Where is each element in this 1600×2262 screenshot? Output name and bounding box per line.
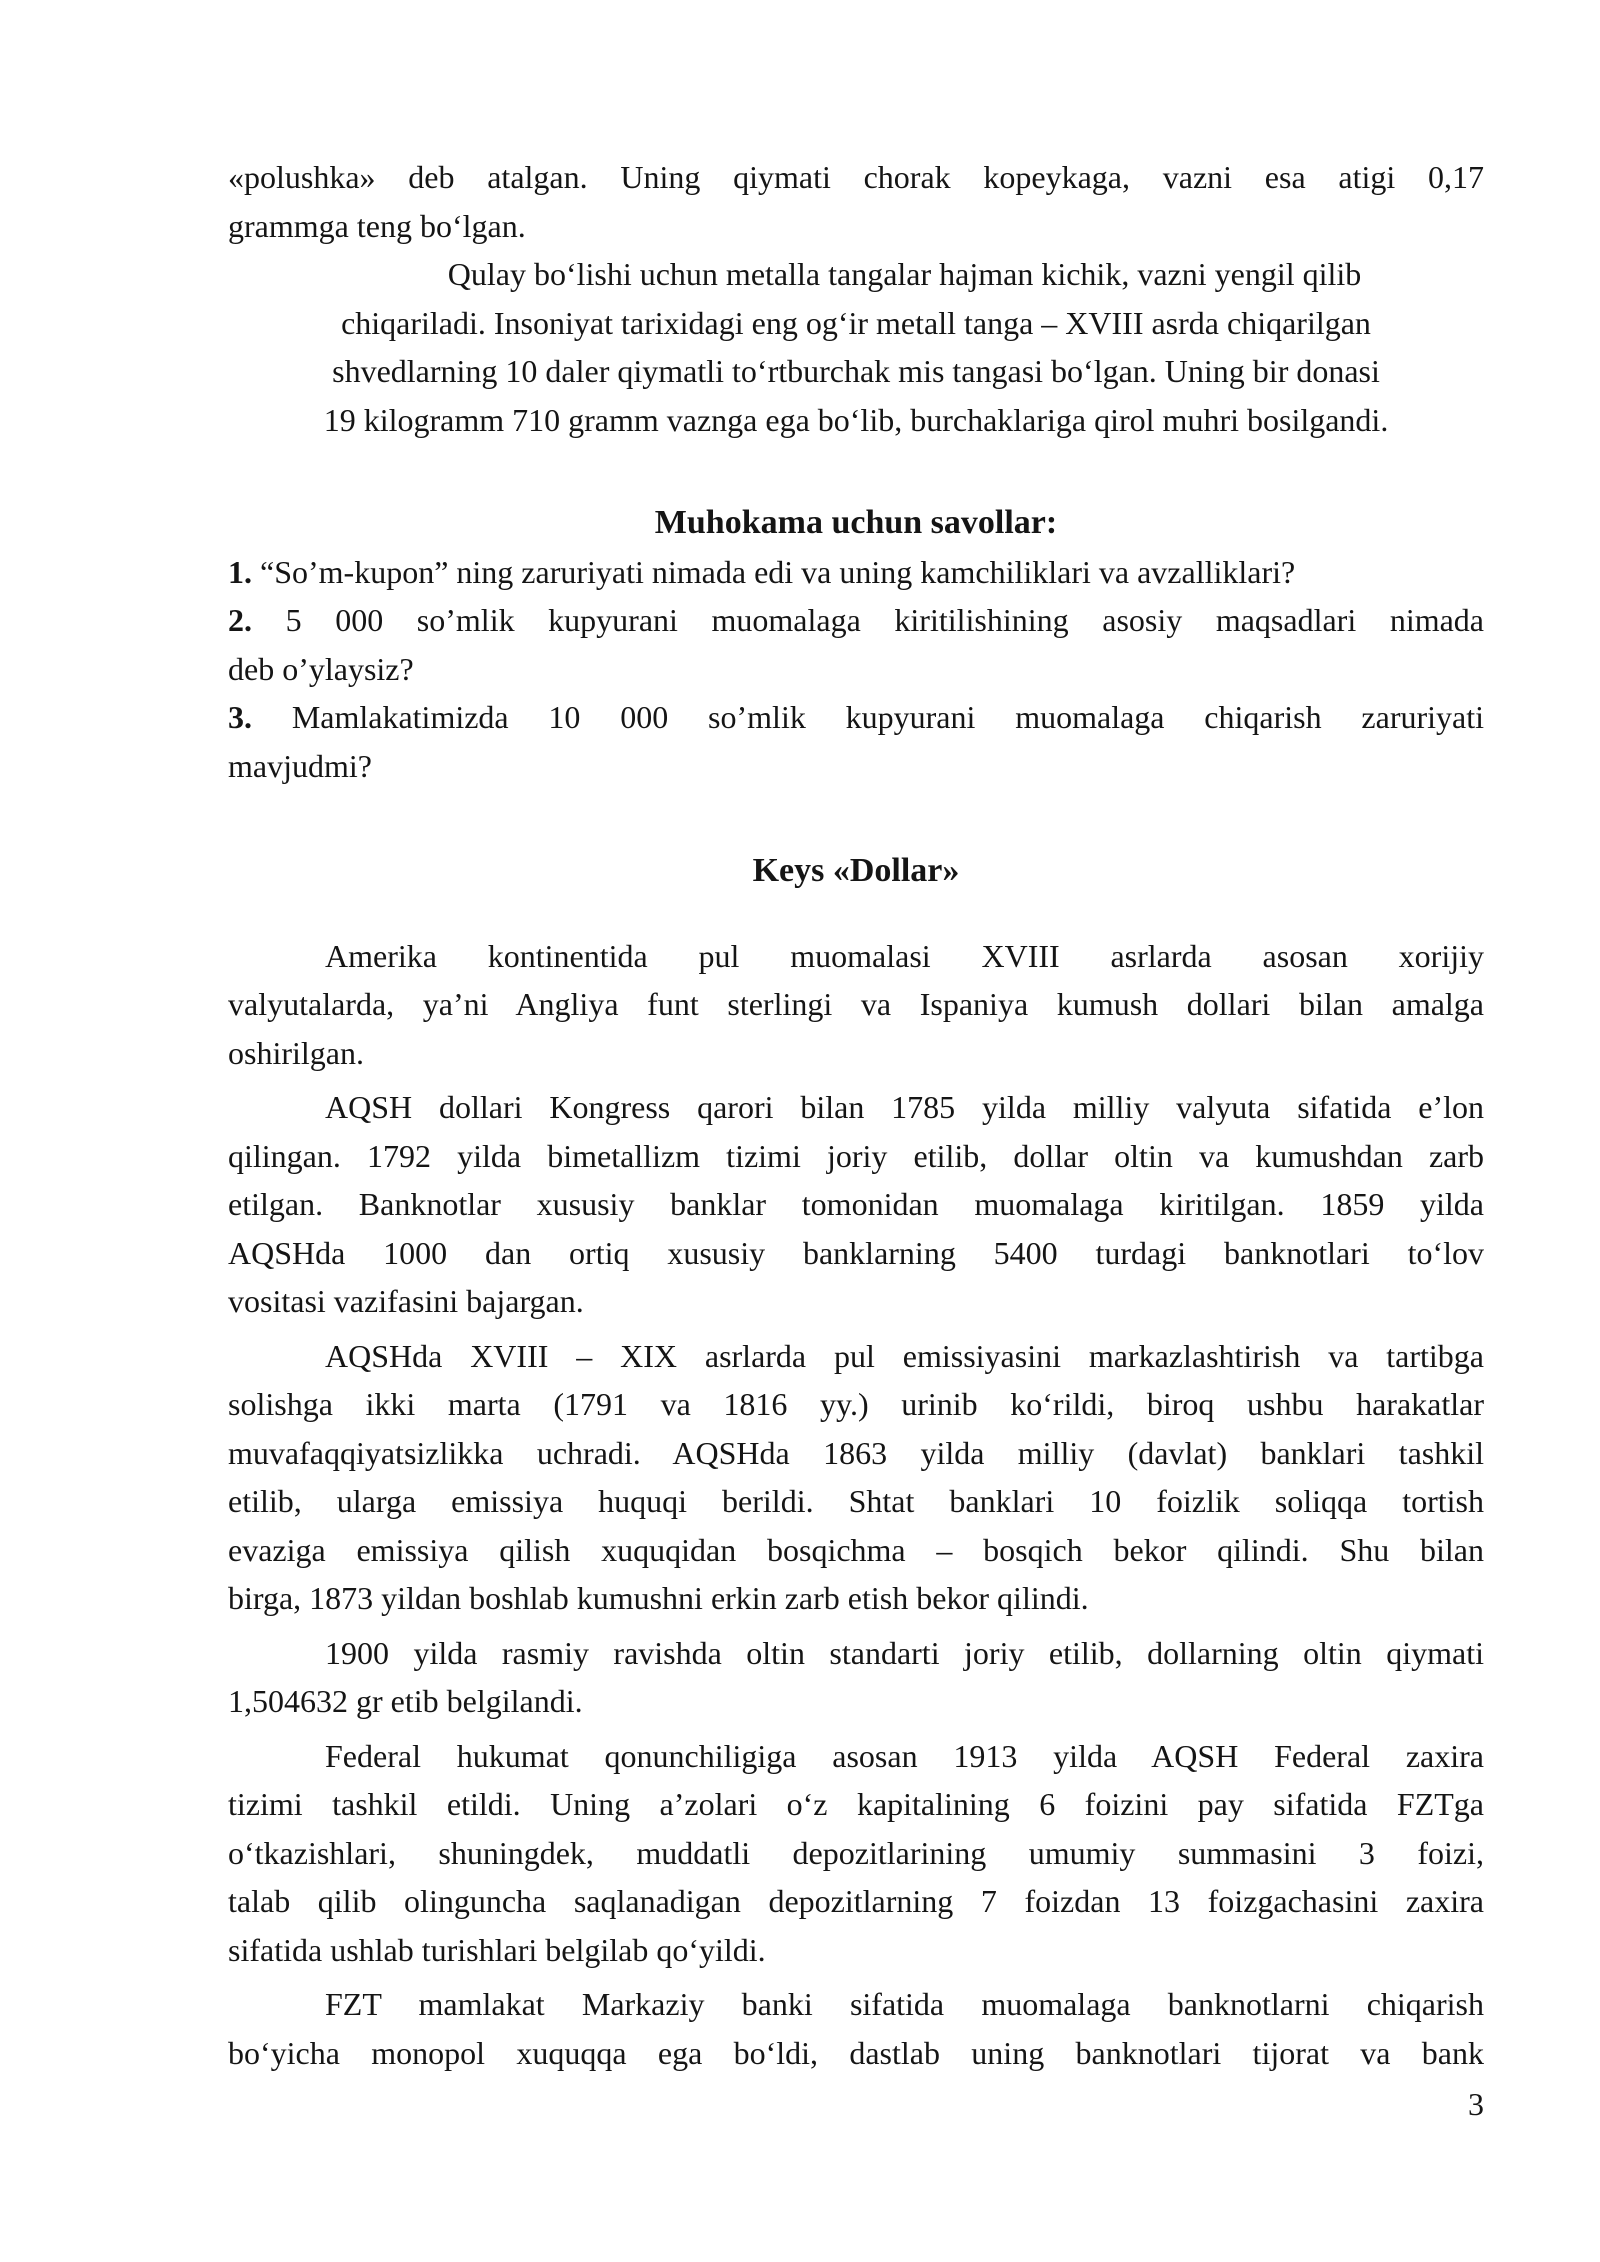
body-text-line: vositasi vazifasini bajargan. [228, 1283, 584, 1319]
body-text-line: 1900 yilda rasmiy ravishda oltin standarti joriy etilib, dollarning oltin qiymati [325, 1634, 1484, 1671]
body-text-line: muvafaqqiyatsizlikka uchradi. AQSHda 1863 yilda milliy (davlat) banklari tashkil [228, 1434, 1484, 1471]
question-text-line [228, 548, 1484, 597]
body-text-line: oshirilgan. [228, 1034, 364, 1071]
question-text-line: mavjudmi? [228, 747, 372, 784]
body-text-line: bo‘yicha monopol xuquqqa ega bo‘ldi, dastlab uning banknotlari tijorat va bank [228, 2034, 1484, 2071]
section-heading-case: Keys «Dollar» [752, 852, 960, 889]
body-text-line: o‘tkazishlari, shuningdek, muddatli depozitlarining umumiy summasini 3 foizi, [228, 1834, 1484, 1871]
body-text-line: sifatida ushlab turishlari belgilab qo‘yildi. [228, 1931, 766, 1968]
body-text-line: 1,504632 gr etib belgilandi. [228, 1683, 583, 1719]
paragraph-amerika [228, 932, 1484, 1078]
body-text-line: valyutalarda, ya’ni Angliya funt sterlingi va Ispaniya kumush dollari bilan amalga [228, 986, 1484, 1022]
body-text-line: solishga ikki marta (1791 va 1816 yy.) urinib ko‘rildi, biroq ushbu harakatlar [228, 1386, 1484, 1422]
body-text-line: evaziga emissiya qilish xuquqidan bosqichma – bosqich bekor qilindi. Shu bilan [228, 1531, 1484, 1568]
body-text-line: etilgan. Banknotlar xususiy banklar tomonidan muomalaga kiritilgan. 1859 yilda [228, 1186, 1484, 1222]
paragraph-polushka [228, 153, 1484, 250]
paragraph-qulay [228, 250, 1484, 444]
body-text-line: AQSHda XVIII – XIX asrlarda pul emissiyasini markazlashtirish va tartibga [325, 1337, 1484, 1374]
body-text-line: AQSHda 1000 dan ortiq xususiy banklarning 5400 turdagi banknotlari to‘lov [228, 1234, 1484, 1271]
question-text: 5 000 so’mlik kupyurani muomalaga kiritilishining asosiy maqsadlari nimada [285, 602, 1485, 638]
body-text-line: etilib, ularga emissiya huquqi berildi. Shtat banklari 10 foizlik soliqqa tortish [228, 1483, 1484, 1519]
body-text-line: birga, 1873 yildan boshlab kumushni erkin zarb etish bekor qilindi. [228, 1580, 1089, 1616]
question-item [228, 693, 1484, 790]
body-text-line: Amerika kontinentida pul muomalasi XVIII asrlarda asosan xorijiy [325, 937, 1484, 974]
body-text-line: qilingan. 1792 yilda bimetallizm tizimi joriy etilib, dollar oltin va kumushdan zarb [228, 1137, 1484, 1174]
paragraph-federal-zaxira [228, 1732, 1484, 1975]
section-heading-questions: Muhokama uchun savollar: [654, 504, 1058, 541]
question-number: 1. [228, 553, 252, 590]
body-text-line: talab qilib olinguncha saqlanadigan depozitlarning 7 foizdan 13 foizgachasini zaxira [228, 1883, 1484, 1919]
page-number: 3 [1468, 2086, 1484, 2122]
paragraph-oltin-standart [228, 1629, 1484, 1726]
body-text-line: tizimi tashkil etildi. Uning a’zolari o‘z kapitalining 6 foizini pay sifatida FZTga [228, 1786, 1484, 1822]
body-text-line: AQSH dollari Kongress qarori bilan 1785 yilda milliy valyuta sifatida e’lon [325, 1089, 1484, 1125]
body-text-line: chiqariladi. Insoniyat tarixidagi eng og‘ir metall tanga – XVIII asrda chiqarilgan [341, 304, 1371, 341]
body-text-line: shvedlarning 10 daler qiymatli to‘rtburchak mis tangasi bo‘lgan. Uning bir donasi [332, 353, 1380, 389]
question-text-line [228, 693, 1484, 742]
case-body [228, 932, 1484, 2078]
paragraph-fzt [228, 1980, 1484, 2077]
paragraph-emissiya [228, 1332, 1484, 1623]
question-text-line [228, 596, 1484, 645]
body-text-line: Federal hukumat qonunchiligiga asosan 1913 yilda AQSH Federal zaxira [325, 1737, 1484, 1774]
question-item [228, 548, 1484, 597]
question-text: Mamlakatimizda 10 000 so’mlik kupyurani muomalaga chiqarish zaruriyati [291, 699, 1485, 735]
question-number: 3. [228, 699, 252, 735]
body-text-line: grammga teng bo‘lgan. [228, 207, 526, 244]
body-text-line: 19 kilogramm 710 gramm vaznga ega bo‘lib, burchaklariga qirol muhri bosilgandi. [323, 401, 1389, 438]
body-text-line: «polushka» deb atalgan. Uning qiymati chorak kopeykaga, vazni esa atigi 0,17 [228, 159, 1484, 195]
question-number: 2. [228, 602, 252, 638]
paragraph-aqsh-dollari [228, 1083, 1484, 1326]
question-text: “So’m-kupon” ning zaruriyati nimada edi va uning kamchiliklari va avzalliklari? [260, 553, 1296, 590]
body-text-line: FZT mamlakat Markaziy banki sifatida muomalaga banknotlarni chiqarish [325, 1986, 1484, 2022]
body-text-line: Qulay bo‘lishi uchun metalla tangalar hajman kichik, vazni yengil qilib [447, 256, 1362, 292]
question-item [228, 596, 1484, 693]
question-text-line: deb o’ylaysiz? [228, 650, 414, 687]
question-list [228, 548, 1484, 791]
